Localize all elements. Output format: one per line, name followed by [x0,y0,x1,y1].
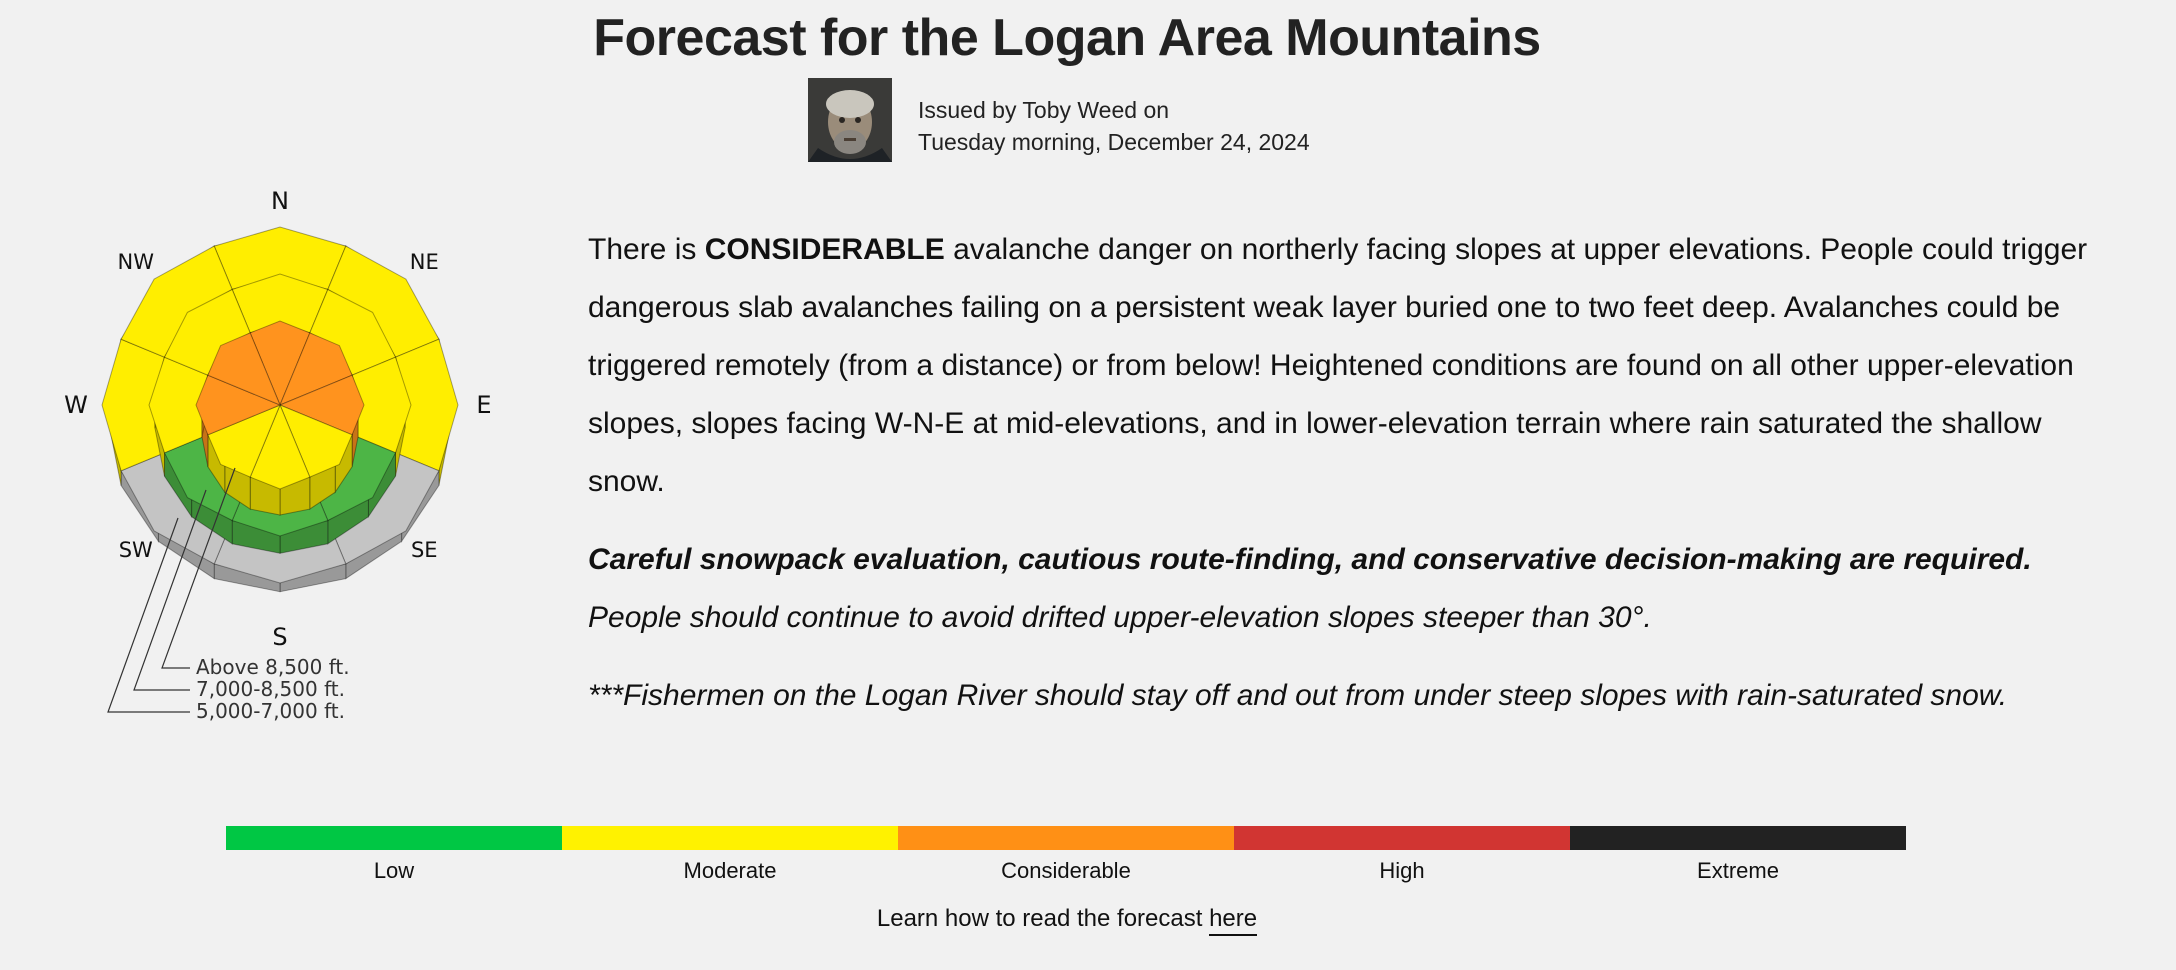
danger-scale-low [226,826,562,850]
danger-scale-label: High [1379,858,1425,883]
rose-legend-label: Above 8,500 ft. [196,655,350,679]
danger-scale-label: Extreme [1697,858,1779,883]
bottom-line-lead: There is [588,233,705,266]
learn-forecast [0,905,2134,933]
issued-by-line: Issued by Toby Weed on [918,97,1170,123]
danger-rose [30,187,530,738]
bottom-line-paragraph [588,221,2088,511]
danger-scale-bar [226,826,1906,850]
danger-scale [226,826,1906,884]
rose-direction-label: S [272,623,288,651]
danger-scale-considerable [898,826,1234,850]
bottom-line-text: avalanche danger on northerly facing slopes at upper elevations. People could trigger dangerous slab avalanches failing on a persistent weak layer buried one to two feet deep. Avalanches could be triggered remotely (from a distance) or from below! Heightened conditions are found on all other upper-elevation slopes, slopes facing W-N-E at mid-elevations, and in lower-elevation terrain where rain saturated the shallow snow. [588,233,2088,498]
rose-legend-label: 5,000-7,000 ft. [196,699,345,723]
danger-scale-label: Low [373,858,415,883]
rose-direction-label: W [64,391,88,419]
issued-date-line: Tuesday morning, December 24, 2024 [918,129,1310,155]
danger-scale-label: Considerable [1001,858,1131,883]
danger-scale-labels [226,858,1906,884]
forecaster-avatar [808,78,892,162]
danger-level-emphasis: CONSIDERABLE [704,233,945,266]
rose-direction-label: SW [118,538,153,563]
rose-direction-label: SE [410,538,438,563]
rose-direction-label: NW [117,249,154,274]
rose-direction-label: NE [409,249,439,274]
travel-advice-bold: Careful snowpack evaluation, cautious route-finding, and conservative decision-making are required. [588,543,2032,576]
rose-direction-label: N [271,187,289,215]
bottom-line [588,221,2088,725]
learn-text: Learn how to read the forecast [876,905,1210,932]
learn-here-link[interactable]: here [1209,905,1257,936]
page-title: Forecast for the Logan Area Mountains [593,9,1541,67]
fishermen-note: ***Fishermen on the Logan River should stay off and out from under steep slopes with rain-saturated snow. [588,679,2008,712]
travel-advice [588,531,2088,647]
rose-direction-label: E [476,391,492,419]
danger-scale-label: Moderate [683,858,777,883]
danger-scale-extreme [1570,826,1906,850]
danger-scale-high [1234,826,1570,850]
rose-legend-label: 7,000-8,500 ft. [196,677,345,701]
danger-scale-moderate [562,826,898,850]
issued-info [918,94,1310,158]
travel-advice-italic: People should continue to avoid drifted upper-elevation slopes steeper than 30°. [588,601,1652,634]
